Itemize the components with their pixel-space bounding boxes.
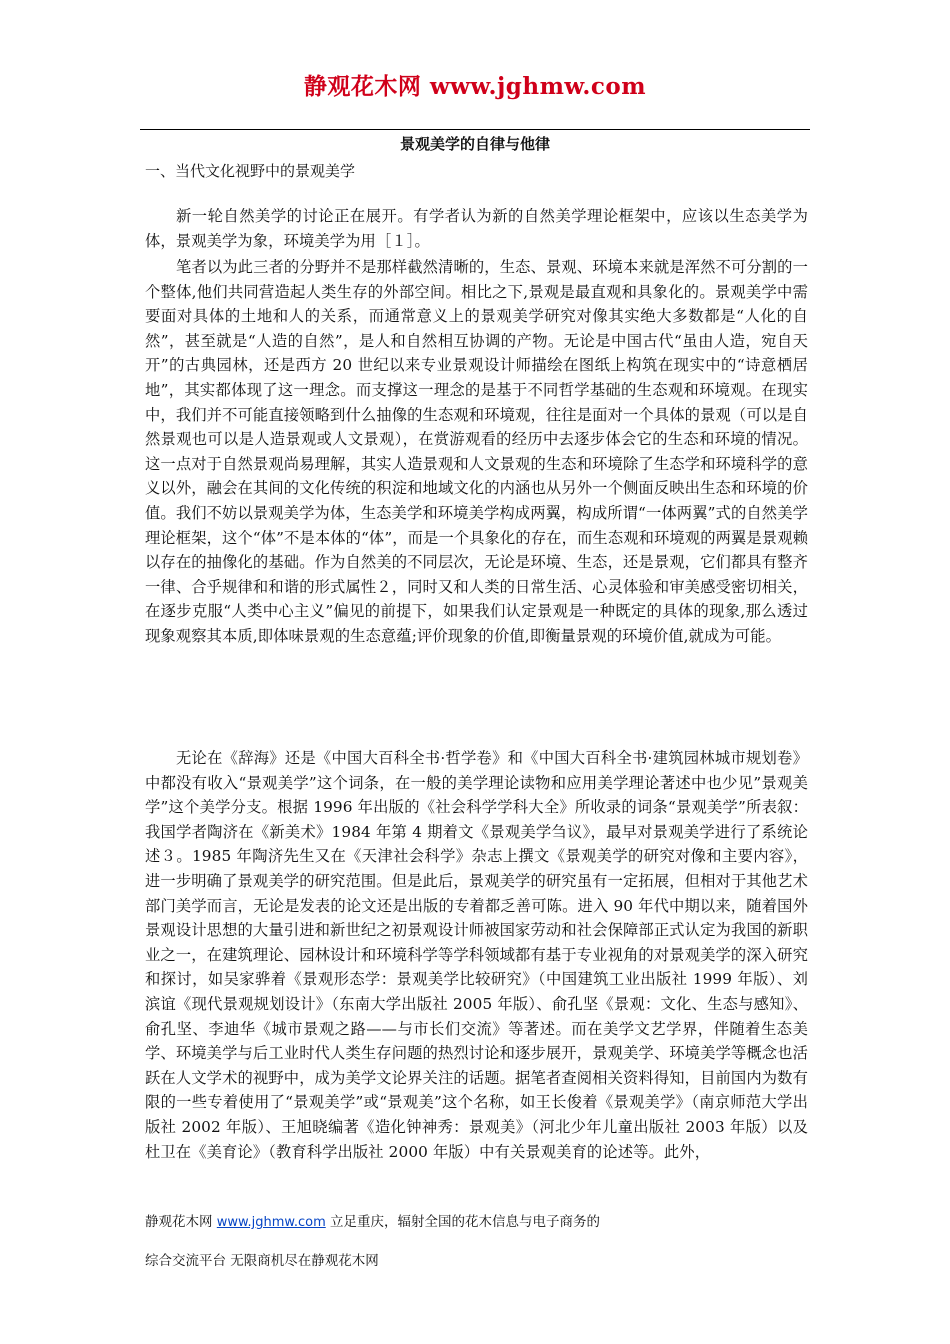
footer-site-name: 静观花木网 (145, 1214, 217, 1230)
footer-line-1 (145, 1210, 600, 1230)
paragraph-3: 无论在《辞海》还是《中国大百科全书·哲学卷》和《中国大百科全书·建筑园林城市规划卷》中都没有收入“景观美学”这个词条，在一般的美学理论读物和应用美学理论著述中也少见”景观美学”这个美学分支。根据 1996 年出版的《社会科学学科大全》所收录的词条“景观美学”所表叙：我国学者陶济在《新美术》1984 年第 4 期着文《景观美学刍议》，最早对景观美学进行了系统论述３。1985 年陶济先生又在《天津社会科学》杂志上撰文《景观美学的研究对像和主要内容》，进一步明确了景观美学的研究范围。但是此后，景观美学的研究虽有一定拓展，但相对于其他艺术部门美学而言，无论是发表的论文还是出版的专着都乏善可陈。进入 90 年代中期以来，随着国外景观设计思想的大量引进和新世纪之初景观设计师被国家劳动和社会保障部正式认定为我国的新职业之一，在建筑理论、园林设计和环境科学等学科领域都有基于专业视角的对景观美学的深入研究和探讨，如吴家骅着《景观形态学：景观美学比较研究》（中国建筑工业出版社 1999 年版）、刘滨谊《现代景观规划设计》（东南大学出版社 2005 年版）、俞孔坚《景观：文化、生态与感知》、俞孔坚、李迪华《城市景观之路——与市长们交流》等著述。而在美学文艺学界，伴随着生态美学、环境美学与后工业时代人类生存问题的热烈讨论和逐步展开，景观美学、环境美学等概念也活跃在人文学术的视野中，成为美学文论界关注的话题。据笔者查阅相关资料得知，目前国内为数有限的一些专着使用了“景观美学”或“景观美”这个名称，如王长俊着《景观美学》（南京师范大学出版社 2002 年版）、王旭晓编著《造化钟神秀：景观美》（河北少年儿童出版社 2003 年版）以及杜卫在《美育论》（教育科学出版社 2000 年版）中有关景观美育的论述等。此外， (145, 749, 808, 1161)
paragraph-2: 笔者以为此三者的分野并不是那样截然清晰的，生态、景观、环境本来就是浑然不可分割的一个整体,他们共同营造起人类生存的外部空间。相比之下,景观是最直观和具象化的。景观美学中需要面对具体的土地和人的关系，而通常意义上的景观美学研究对像其实绝大多数都是“人化的自然”，甚至就是“人造的自然”，是人和自然相互协调的产物。无论是中国古代“虽由人造，宛自天开”的古典园林，还是西方 20 世纪以来专业景观设计师描绘在图纸上构筑在现实中的“诗意栖居地”，其实都体现了这一理念。而支撑这一理念的是基于不同哲学基础的生态观和环境观。在现实中，我们并不可能直接领略到什么抽像的生态观和环境观，往往是面对一个具体的景观（可以是自然景观也可以是人造景观或人文景观），在赏游观看的经历中去逐步体会它的生态和环境的情况。这一点对于自然景观尚易理解，其实人造景观和人文景观的生态和环境除了生态学和环境科学的意义以外，融会在其间的文化传统的积淀和地域文化的内涵也从另外一个侧面反映出生态和环境的价值。我们不妨以景观美学为体，生态美学和环境美学构成两翼，构成所谓“一体两翼”式的自然美学理论框架，这个“体”不是本体的“体”，而是一个具象化的存在，而生态观和环境观的两翼是景观赖以存在的抽像化的基础。作为自然美的不同层次，无论是环境、生态，还是景观，它们都具有整齐一律、合乎规律和和谐的形式属性２，同时又和人类的日常生活、心灵体验和审美感受密切相关，在逐步克服“人类中心主义”偏见的前提下，如果我们认定景观是一种既定的具体的现象,那么透过现象观察其本质,即体味景观的生态意蕴;评价现象的价值,即衡量景观的环境价值,就成为可能。 (145, 258, 808, 645)
footer-line-2: 综合交流平台 无限商机尽在静观花木网 (145, 1253, 379, 1269)
site-header-title: 静观花木网 www.jghmw.com (303, 73, 647, 100)
section-heading: 一、当代文化视野中的景观美学 (145, 162, 356, 180)
document-title: 景观美学的自律与他律 (399, 135, 550, 153)
header-divider (140, 129, 810, 130)
paragraph-1: 新一轮自然美学的讨论正在展开。有学者认为新的自然美学理论框架中，应该以生态美学为体，景观美学为象，环境美学为用［１］。 (145, 207, 808, 250)
footer-slogan: 立足重庆，辐射全国的花木信息与电子商务的 (325, 1214, 601, 1230)
footer-site-link[interactable]: www.jghmw.com (216, 1215, 326, 1230)
